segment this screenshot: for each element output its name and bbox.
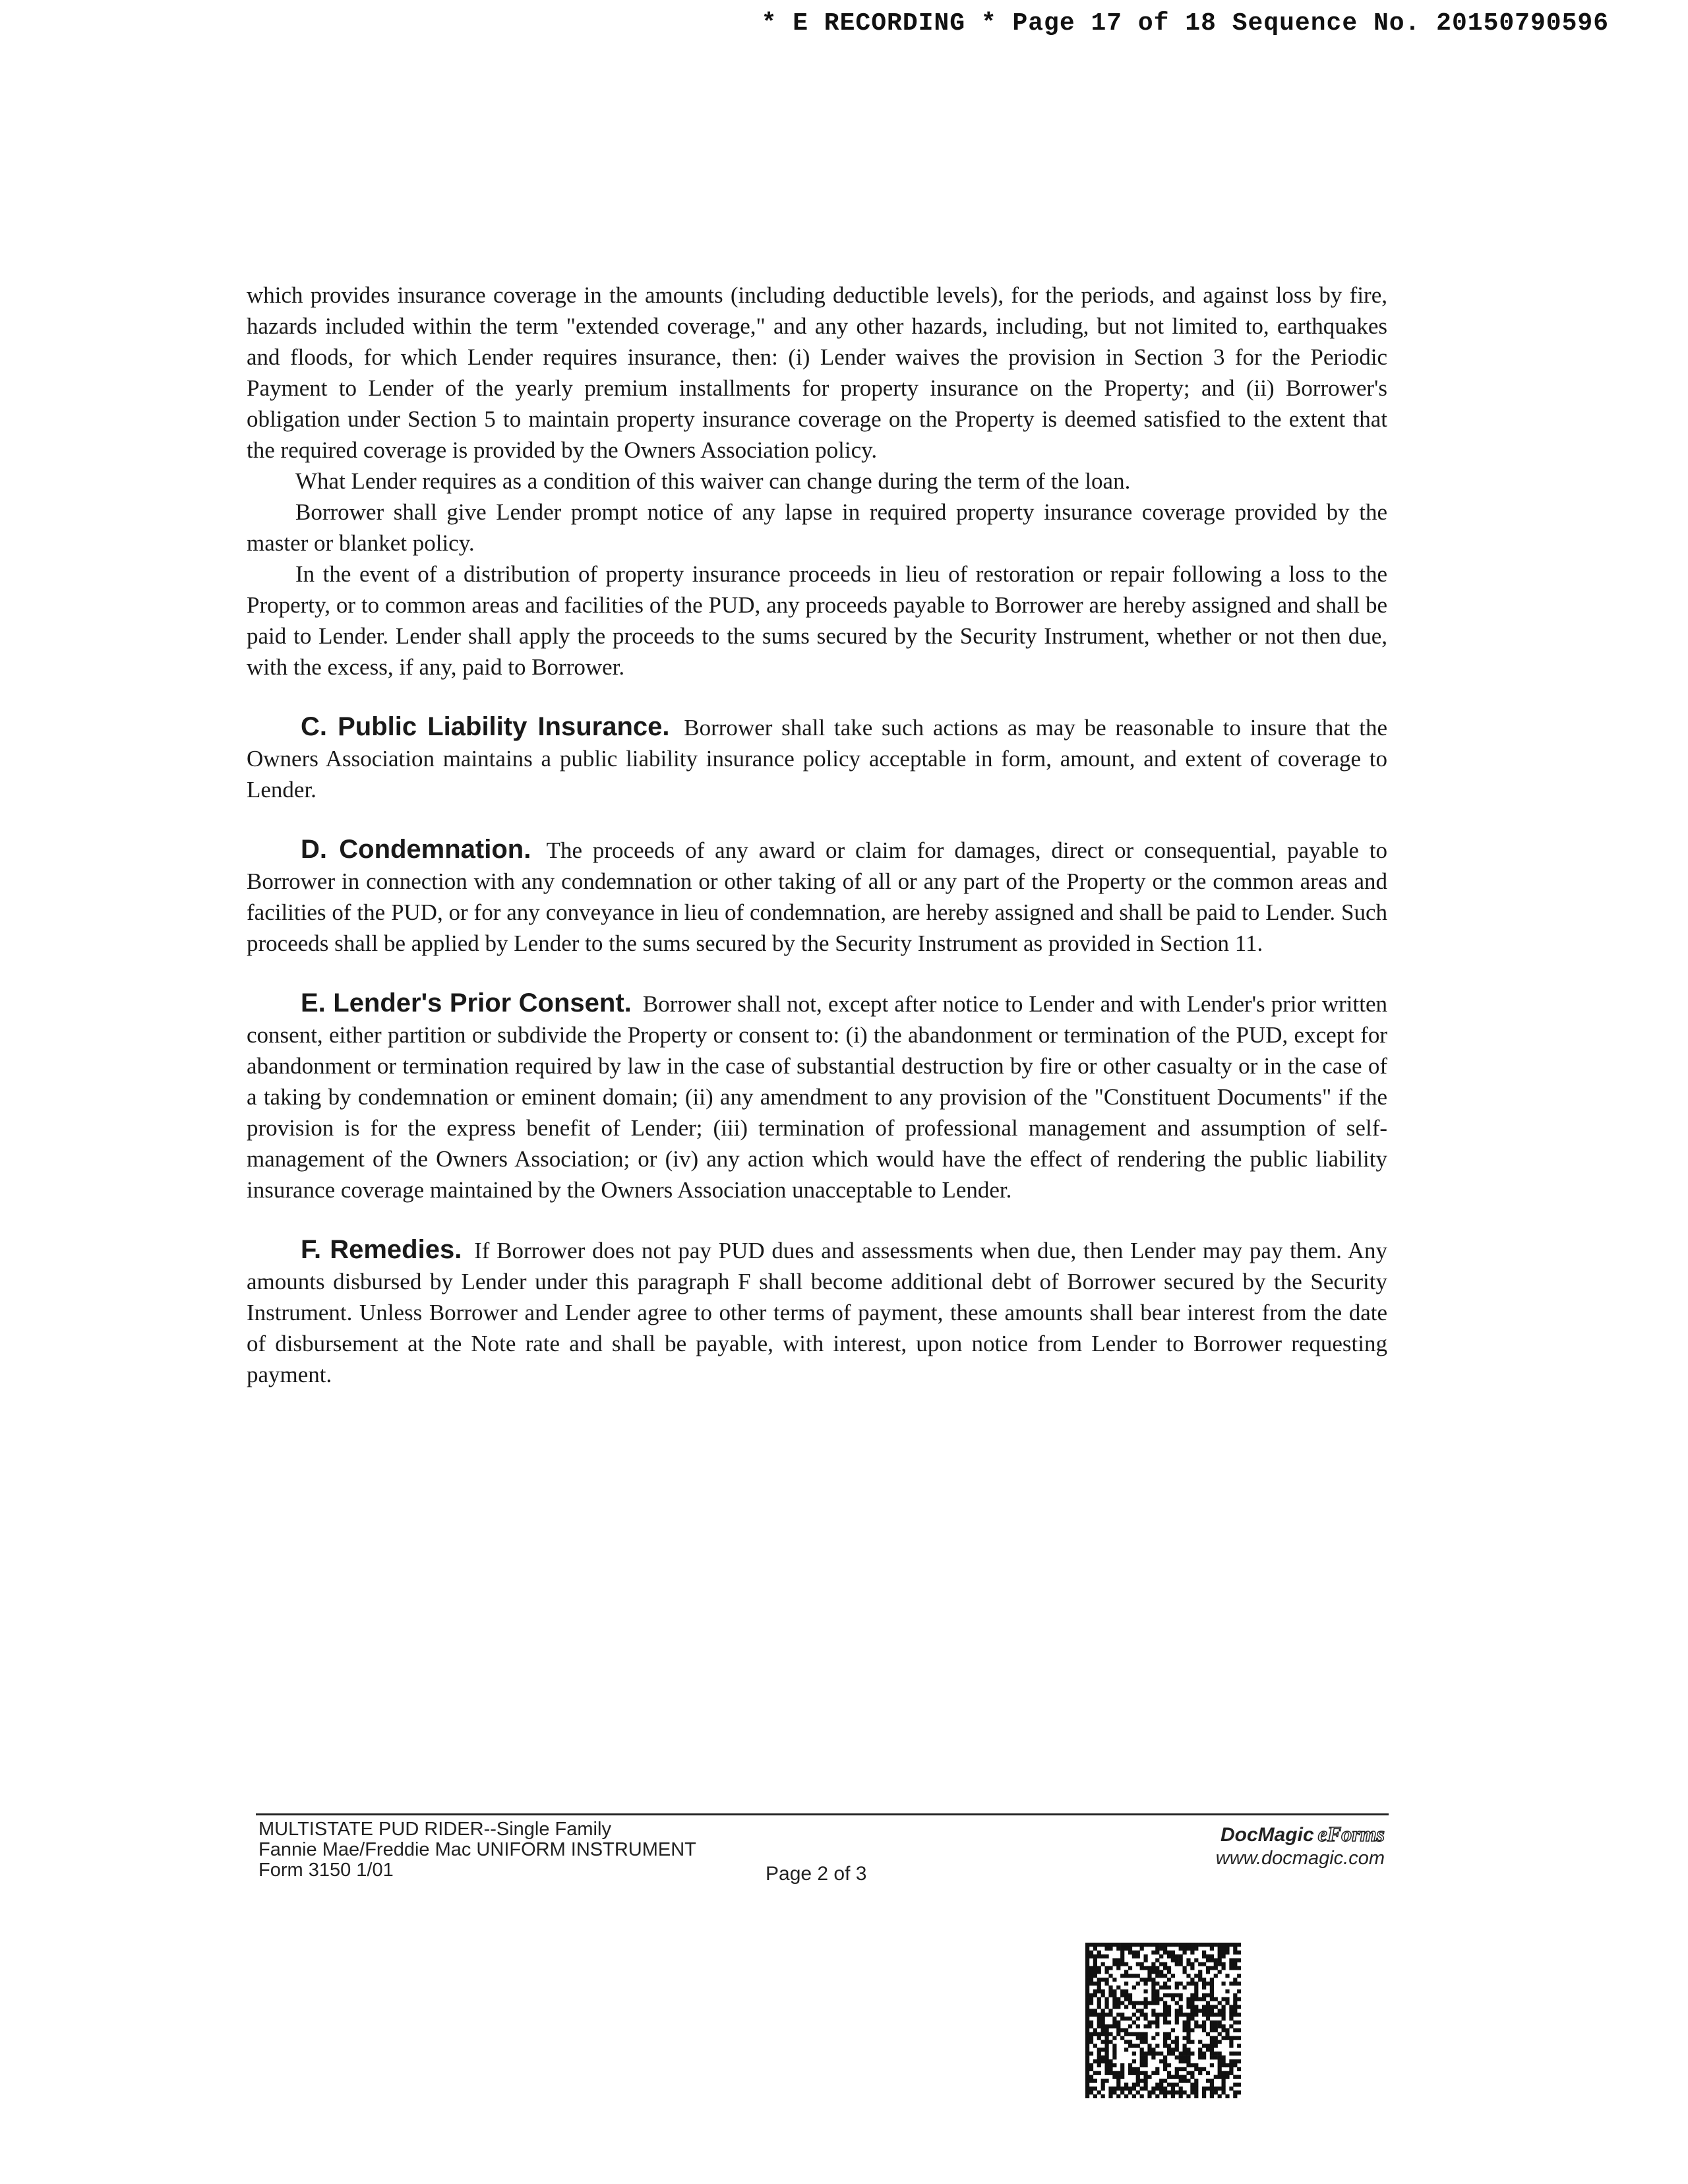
docmagic-logo <box>1216 1822 1385 1869</box>
page-footer <box>256 1813 1389 1895</box>
2d-barcode-icon <box>1085 1943 1241 2098</box>
form-info <box>258 1819 696 1881</box>
section-remedies <box>247 1234 1387 1390</box>
section-heading: F. Remedies. <box>301 1235 462 1264</box>
section-text: If Borrower does not pay PUD dues and assessments when due, then Lender may pay them. Any amounts disbursed by Lender under this paragraph F shall become additional debt of Borrower secured by the Security Instrument. Unless Borrower and Lender agree to other terms of payment, these amounts shall bear interest from the date of disbursement at the Note rate and shall be payable, with interest, upon notice from Lender to Borrower requesting payment. <box>247 1238 1388 1387</box>
section-text: Borrower shall not, except after notice to Lender and with Lender's prior written consent, either partition or subdivide the Property or consent to: (i) the abandonment or termination of the PUD, except for abandonment or termination required by law in the case of substantial destruction by fire or other casualty or in the case of a taking by condemnation or eminent domain; (ii) any amendment to any provision of the "Constituent Documents" if the provision is for the express benefit of Lender; (iii) termination of professional management and assumption of self-management of the Owners Association; or (iv) any action which would have the effect of rendering the public liability insurance coverage maintained by the Owners Association unacceptable to Lender. <box>247 991 1387 1203</box>
section-lenders-prior-consent <box>247 988 1387 1205</box>
form-title: MULTISTATE PUD RIDER--Single Family <box>258 1819 611 1840</box>
section-text: The proceeds of any award or claim for damages, direct or consequential, payable to Borrower in connection with any condemnation or other taking of all or any part of the Property or the common areas and facilities of the PUD, or for any conveyance in lieu of condemnation, are hereby assigned and shall be paid to Lender. Such proceeds shall be applied by Lender to the sums secured by the Security Instrument as provided in Section 11. <box>247 837 1387 956</box>
section-public-liability <box>247 712 1387 805</box>
intro-paragraph: which provides insurance coverage in the amounts (including deductible levels), for the periods, and against loss by fire, hazards included within the term "extended coverage," and any other hazards, including, but not limited to, earthquakes and floods, for which Lender requires insurance, then: (i) Lender waives the provision in Section 3 for the Periodic Payment to Lender of the yearly premium installments for property insurance on the Property; and (ii) Borrower's obligation under Section 5 to maintain property insurance coverage on the Property is deemed satisfied to the extent that the required coverage is provided by the Owners Association policy. <box>247 282 1387 463</box>
section-heading: E. Lender's Prior Consent. <box>301 988 632 1017</box>
form-instrument: Fannie Mae/Freddie Mac UNIFORM INSTRUMENT <box>258 1839 696 1860</box>
brand-name: DocMagic <box>1220 1824 1314 1846</box>
form-number: Form 3150 1/01 <box>258 1860 394 1881</box>
brand-url: www.docmagic.com <box>1215 1848 1385 1869</box>
page-number: Page 2 of 3 <box>766 1863 867 1885</box>
section-heading: C. Public Liability Insurance. <box>301 712 670 741</box>
section-heading: D. Condemnation. <box>301 835 531 864</box>
section-text: Borrower shall take such actions as may be reasonable to insure that the Owners Association maintains a public liability insurance policy acceptable in form, amount, and extent of coverage to Lender. <box>247 715 1388 803</box>
brand-eforms: eForms <box>1317 1822 1385 1846</box>
section-condemnation <box>247 834 1387 959</box>
document-body <box>247 280 1387 1390</box>
waiver-paragraph: What Lender requires as a condition of this waiver can change during the term of the loan. <box>295 468 1131 494</box>
notice-paragraph: Borrower shall give Lender prompt notice of any lapse in required property insurance coverage provided by the master or blanket policy. <box>247 499 1387 556</box>
distribution-paragraph: In the event of a distribution of property insurance proceeds in lieu of restoration or repair following a loss to the Property, or to common areas and facilities of the PUD, any proceeds payable to Borrower are hereby assigned and shall be paid to Lender. Lender shall apply the proceeds to the sums secured by the Security Instrument, whether or not then due, with the excess, if any, paid to Borrower. <box>247 561 1387 680</box>
recording-header: * E RECORDING * Page 17 of 18 Sequence No. 20150790596 <box>761 9 1609 38</box>
